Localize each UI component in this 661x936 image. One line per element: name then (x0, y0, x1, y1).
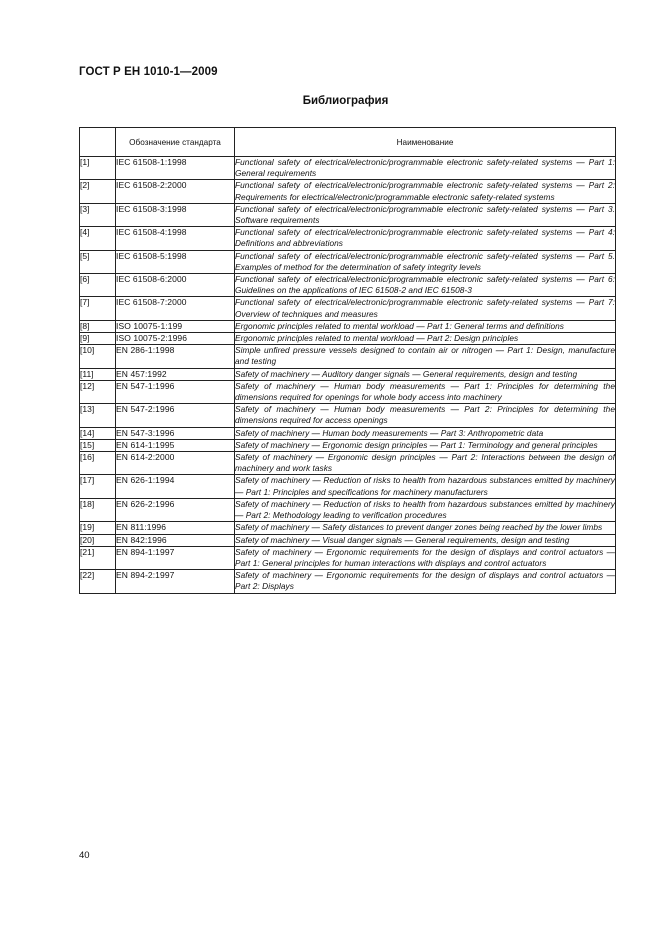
row-code: EN 626-2:1996 (116, 498, 235, 521)
bibliography-table (79, 127, 616, 594)
row-code: IEC 61508-6:2000 (116, 274, 235, 297)
row-num: [9] (80, 333, 116, 345)
table-row (80, 274, 616, 297)
table-row (80, 439, 616, 451)
row-num: [1] (80, 157, 116, 180)
table-row (80, 452, 616, 475)
table-row (80, 297, 616, 320)
row-code: EN 286-1:1998 (116, 345, 235, 368)
table-row (80, 498, 616, 521)
row-code: IEC 61508-1:1998 (116, 157, 235, 180)
row-name: Safety of machinery — Ergonomic design principles — Part 1: Terminology and general principles (235, 439, 616, 451)
row-name: Functional safety of electrical/electronic/programmable electronic safety-related systems — Part 1: General requirements (235, 157, 615, 179)
page-title (0, 95, 661, 107)
row-name: Safety of machinery — Ergonomic requirements for the design of displays and control actuators — Part 1: General principles for human interactions with displays and control actuators (235, 546, 615, 568)
table-row (80, 368, 616, 380)
row-code: EN 842:1996 (116, 534, 235, 546)
row-name: Safety of machinery — Safety distances to prevent danger zones being reached by the lower limbs (235, 522, 616, 534)
row-code: EN 626-1:1994 (116, 475, 235, 498)
row-num: [13] (80, 404, 116, 427)
table-row (80, 157, 616, 180)
table-row (80, 203, 616, 226)
row-name: Safety of machinery — Human body measurements — Part 3: Anthropometric data (235, 427, 616, 439)
row-name: Ergonomic principles related to mental workload — Part 2: Design principles (235, 333, 616, 345)
row-num: [4] (80, 227, 116, 250)
table-row (80, 427, 616, 439)
table-row (80, 570, 616, 593)
table-row (80, 345, 616, 368)
row-num: [8] (80, 320, 116, 332)
table-row (80, 250, 616, 273)
table-row (80, 534, 616, 546)
row-name: Functional safety of electrical/electronic/programmable electronic safety-related systems — Part 7: Overview of techniques and measures (235, 297, 615, 319)
table-row (80, 180, 616, 203)
row-name: Safety of machinery — Visual danger signals — General requirements, design and testing (235, 534, 616, 546)
row-name: Functional safety of electrical/electronic/programmable electronic safety-related systems — Part 5. Examples of method for the determination of safety integrity levels (235, 250, 615, 272)
row-num: [20] (80, 534, 116, 546)
row-name: Safety of machinery — Ergonomic design principles — Part 2: Interactions between the design of machinery and work tasks (235, 452, 615, 474)
row-num: [6] (80, 274, 116, 297)
row-num: [22] (80, 570, 116, 593)
row-num: [17] (80, 475, 116, 498)
row-num: [14] (80, 427, 116, 439)
header-designation: Обозначение стандарта (116, 128, 235, 157)
row-code: EN 894-1:1997 (116, 546, 235, 569)
row-code: EN 614-1:1995 (116, 439, 235, 451)
row-name: Safety of machinery — Reduction of risks to health from hazardous substances emitted by machinery — Part 2: Methodology leading to verification procedures (235, 498, 615, 521)
row-code: IEC 61508-4:1998 (116, 227, 235, 250)
row-code: IEC 61508-7:2000 (116, 297, 235, 320)
row-num: [15] (80, 439, 116, 451)
row-code: EN 547-2:1996 (116, 404, 235, 427)
row-code: EN 547-3:1996 (116, 427, 235, 439)
table-row (80, 380, 616, 403)
row-name: Safety of machinery — Human body measurements — Part 1: Principles for determining the dimensions required for openings for whole body access into machinery (235, 380, 615, 403)
table-row (80, 475, 616, 498)
row-num: [12] (80, 380, 116, 403)
table-row (80, 227, 616, 250)
table-row (80, 404, 616, 427)
row-name: Functional safety of electrical/electronic/programmable electronic safety-related systems — Part 6: Guidelines on the applications of IEC 61508-2 and IEC 61508-3 (235, 274, 615, 296)
row-name: Functional safety of electrical/electronic/programmable electronic safety-related systems — Part 4: Definitions and abbreviations (235, 227, 615, 249)
table-row (80, 320, 616, 332)
row-num: [2] (80, 180, 116, 203)
row-name: Simple unfired pressure vessels designed to contain air or nitrogen — Part 1: Design, manufacture and testing (235, 345, 615, 367)
row-code: EN 894-2:1997 (116, 570, 235, 593)
document-code: ГОСТ Р ЕН 1010-1—2009 (79, 66, 218, 78)
row-num: [10] (80, 345, 116, 368)
row-num: [19] (80, 522, 116, 534)
row-code: IEC 61508-3:1998 (116, 203, 235, 226)
table-body (80, 157, 616, 594)
row-code: EN 811:1996 (116, 522, 235, 534)
row-code: EN 547-1:1996 (116, 380, 235, 403)
row-name: Functional safety of electrical/electronic/programmable electronic safety-related systems — Part 3. Software requirements (235, 203, 615, 226)
row-code: EN 457:1992 (116, 368, 235, 380)
row-name: Safety of machinery — Ergonomic requirements for the design of displays and control actuators — Part 2: Displays (235, 570, 615, 592)
row-code: ISO 10075-1:199 (116, 320, 235, 332)
row-code: IEC 61508-5:1998 (116, 250, 235, 273)
row-name: Ergonomic principles related to mental workload — Part 1: General terms and definitions (235, 320, 616, 332)
table-row (80, 522, 616, 534)
table-header-row (80, 128, 616, 157)
row-num: [18] (80, 498, 116, 521)
row-code: EN 614-2:2000 (116, 452, 235, 475)
page-title-text: Библиография (302, 95, 389, 107)
table-row (80, 333, 616, 345)
row-name: Safety of machinery — Auditory danger signals — General requirements, design and testing (235, 368, 616, 380)
row-num: [5] (80, 250, 116, 273)
header-num (80, 128, 116, 157)
row-num: [16] (80, 452, 116, 475)
row-code: IEC 61508-2:2000 (116, 180, 235, 203)
row-num: [11] (80, 368, 116, 380)
row-name: Functional safety of electrical/electronic/programmable electronic safety-related systems — Part 2: Requirements for electrical/electronic/programmable electronic safety-related systems (235, 180, 615, 202)
page-number: 40 (79, 850, 90, 861)
header-name: Наименование (235, 128, 616, 157)
table-row (80, 546, 616, 569)
row-name: Safety of machinery — Human body measurements — Part 2: Principles for determining the dimensions required for access openings (235, 404, 615, 426)
row-num: [3] (80, 203, 116, 226)
row-code: ISO 10075-2:1996 (116, 333, 235, 345)
row-name: Safety of machinery — Reduction of risks to health from hazardous substances emitted by machinery — Part 1: Principles and specifications for machinery manufacturers (235, 475, 615, 497)
row-num: [21] (80, 546, 116, 569)
row-num: [7] (80, 297, 116, 320)
